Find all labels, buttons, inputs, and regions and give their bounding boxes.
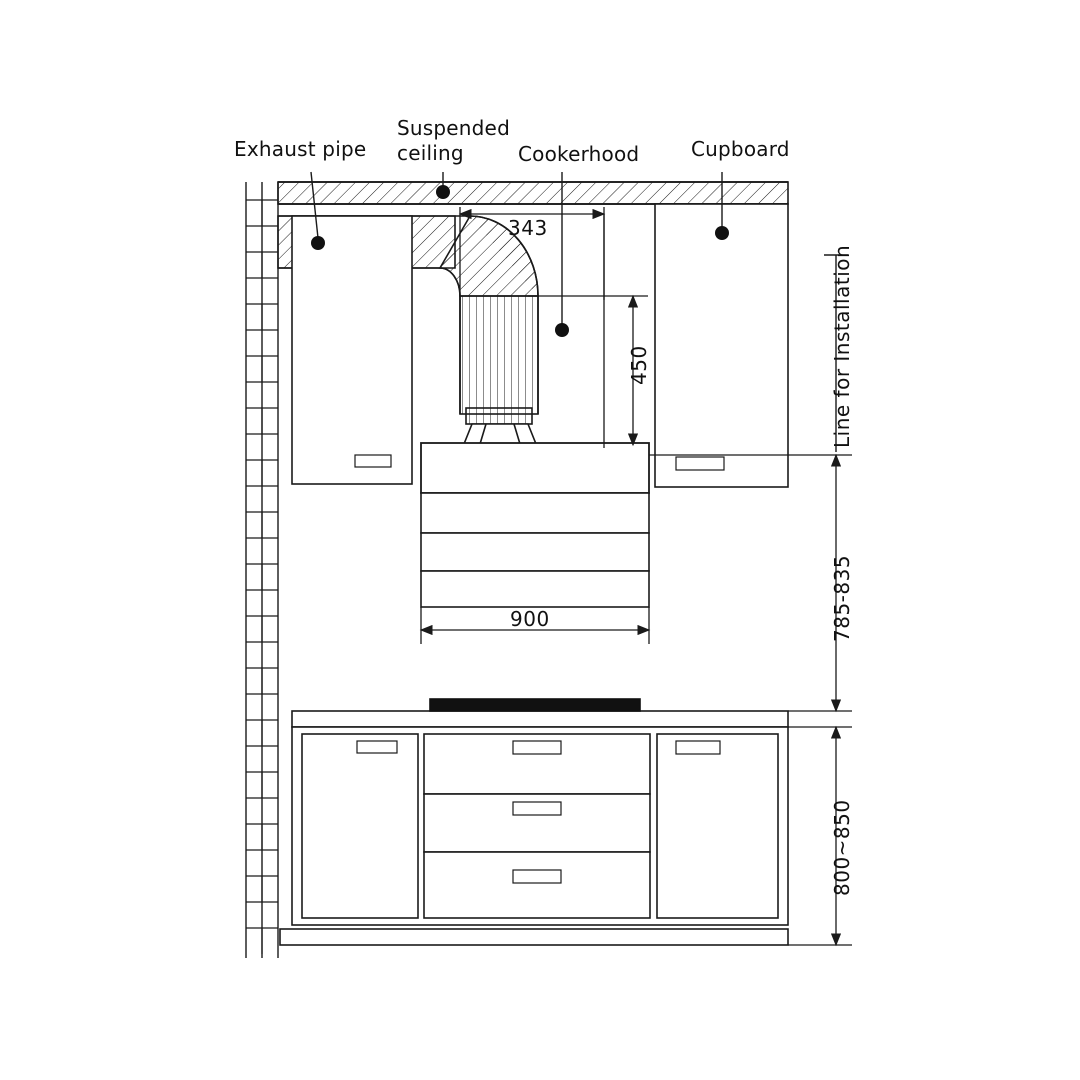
label-cookerhood: Cookerhood — [518, 142, 640, 166]
dimension-text-900: 900 — [510, 607, 550, 631]
dimension-text-450: 450 — [627, 345, 651, 385]
base-cabinets — [280, 727, 788, 945]
hob — [430, 699, 640, 711]
suspended-ceiling — [278, 182, 788, 204]
dimension-text-800-850: 800~850 — [830, 799, 854, 896]
dimension-450 — [528, 214, 648, 448]
cupboard-left — [292, 216, 412, 484]
dimension-text-785-835: 785-835 — [830, 554, 854, 642]
label-cupboard: Cupboard — [691, 137, 790, 161]
cupboard-right — [655, 204, 788, 487]
dimension-text-343: 343 — [508, 216, 548, 240]
cookerhood-body — [421, 443, 649, 607]
label-exhaust-pipe: Exhaust pipe — [234, 137, 367, 161]
installation-line-text: Line for Installation — [830, 244, 854, 448]
worktop — [292, 699, 788, 727]
label-suspended-ceiling: Suspended ceiling — [397, 116, 510, 165]
